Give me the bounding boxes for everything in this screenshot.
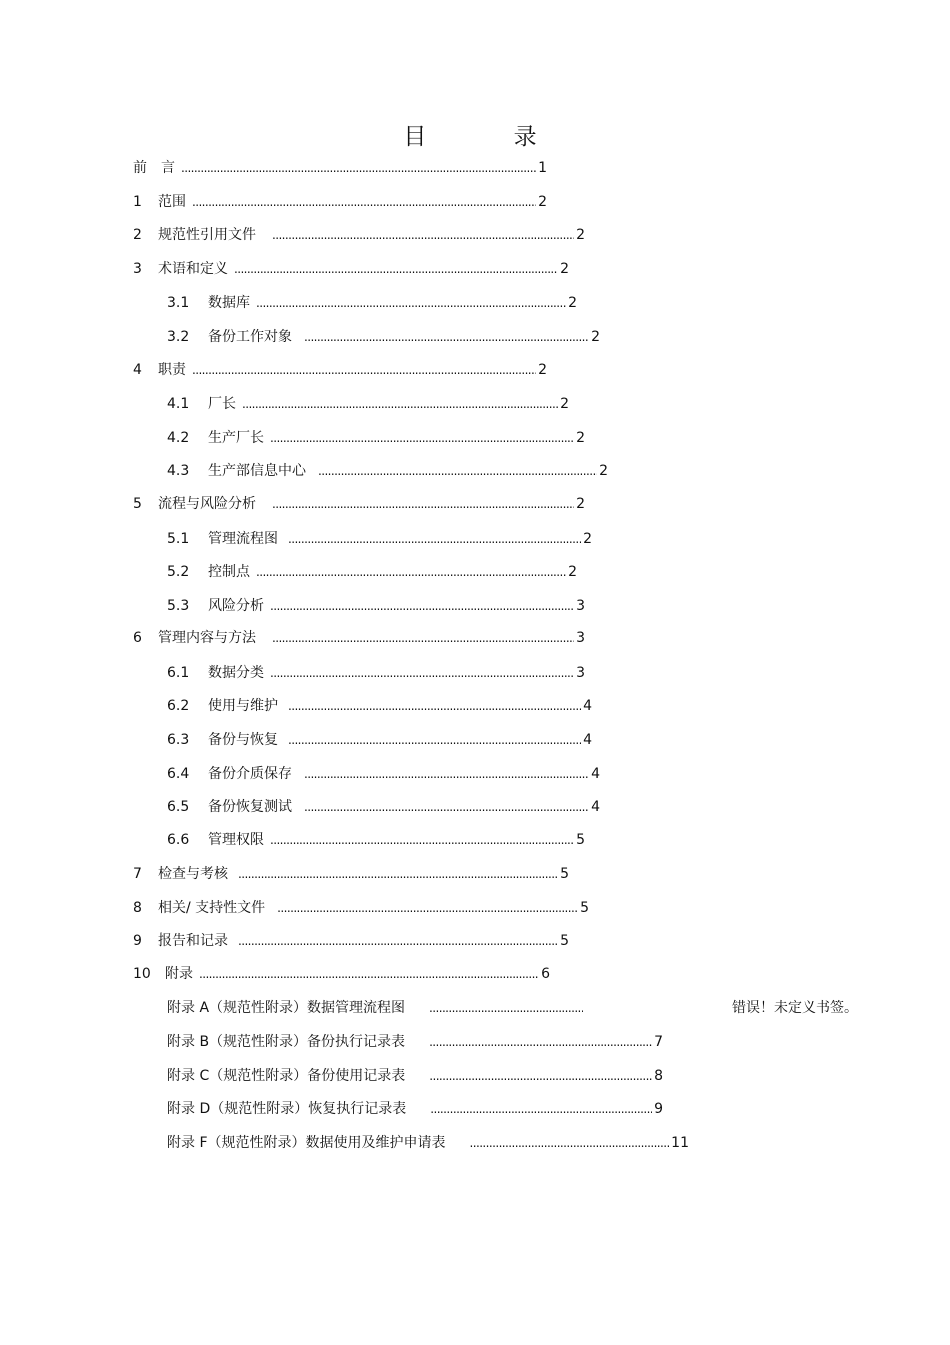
toc-entry-page: 2: [560, 261, 569, 277]
leader-dots: [429, 998, 583, 1018]
toc-entry-page: 5: [580, 900, 589, 916]
leader-dots: [288, 696, 581, 716]
leader-dots: [272, 494, 574, 514]
toc-entry-appendix-f[interactable]: [167, 1133, 689, 1153]
leader-dots: [430, 1099, 652, 1119]
toc-entry-number: 2: [133, 227, 142, 243]
leader-dots: [272, 225, 574, 245]
toc-entry-2[interactable]: [133, 225, 585, 245]
toc-entry-label: 术语和定义: [158, 261, 228, 277]
toc-entry-page: 9: [654, 1101, 663, 1117]
toc-entry-page: 4: [583, 732, 592, 748]
toc-entry-number: 9: [133, 933, 142, 949]
leader-dots: [238, 864, 558, 884]
toc-entry-3-1[interactable]: [167, 293, 577, 313]
toc-entry-page: 4: [591, 766, 600, 782]
toc-entry-page: 7: [654, 1034, 663, 1050]
toc-entry-page: 6: [541, 966, 550, 982]
toc-entry-appendix-b[interactable]: [167, 1032, 663, 1052]
toc-entry-label: 规范性引用文件: [158, 227, 256, 243]
leader-dots: [304, 327, 589, 347]
toc-entry-1[interactable]: [133, 192, 547, 212]
toc-entry-page: 2: [576, 430, 585, 446]
leader-dots: [270, 596, 574, 616]
toc-entry-number: 6: [133, 630, 142, 646]
toc-entry-preface[interactable]: [133, 158, 547, 178]
toc-entry-page: 2: [538, 194, 547, 210]
toc-entry-page: 4: [583, 698, 592, 714]
toc-entry-number: 4.1: [167, 396, 190, 412]
toc-entry-label: 风险分析: [208, 598, 264, 614]
leader-dots: [234, 259, 558, 279]
toc-entry-page: 1: [538, 160, 547, 176]
toc-entry-label: 数据库: [208, 295, 250, 311]
toc-entry-page: 2: [599, 463, 608, 479]
toc-entry-page: 2: [591, 329, 600, 345]
toc-entry-number: 1: [133, 194, 142, 210]
toc-entry-6[interactable]: [133, 628, 585, 648]
leader-dots: [304, 764, 589, 784]
toc-entry-number: 5.2: [167, 564, 190, 580]
leader-dots: [270, 830, 574, 850]
toc-entry-10[interactable]: [133, 964, 550, 984]
toc-entry-label: 管理权限: [208, 832, 264, 848]
leader-dots: [318, 461, 597, 481]
toc-entry-page: 2: [583, 531, 592, 547]
page-title: 目 录: [403, 124, 577, 150]
leader-dots: [277, 898, 578, 918]
toc-entry-label: 附录 D（规范性附录）恢复执行记录表: [167, 1101, 407, 1117]
toc-entry-label: 附录 A（规范性附录）数据管理流程图: [167, 1000, 406, 1016]
toc-entry-page: 5: [560, 866, 569, 882]
toc-entry-7[interactable]: [133, 864, 569, 884]
toc-entry-label: 检查与考核: [158, 866, 228, 882]
toc-entry-8[interactable]: [133, 898, 589, 918]
toc-entry-label: 附录 B（规范性附录）备份执行记录表: [167, 1034, 406, 1050]
toc-entry-label: 范围: [158, 194, 186, 210]
toc-entry-label: 附录: [165, 966, 193, 982]
toc-entry-number: 3.2: [167, 329, 190, 345]
toc-entry-page: 2: [576, 496, 585, 512]
toc-entry-5-2[interactable]: [167, 562, 577, 582]
leader-dots: [199, 964, 539, 984]
toc-entry-6-5[interactable]: [167, 797, 600, 817]
bookmark-error-note: 错误！未定义书签。: [732, 1000, 858, 1016]
toc-entry-number: 6.6: [167, 832, 190, 848]
toc-entry-label: 附录 F（规范性附录）数据使用及维护申请表: [167, 1135, 446, 1151]
toc-entry-number: 3.1: [167, 295, 190, 311]
toc-entry-label: 备份与恢复: [208, 732, 278, 748]
toc-entry-number: 7: [133, 866, 142, 882]
toc-entry-4-1[interactable]: [167, 394, 569, 414]
toc-entry-number: 6.1: [167, 665, 190, 681]
toc-entry-label: 厂长: [208, 396, 236, 412]
toc-entry-label: 职责: [158, 362, 186, 378]
toc-entry-page: 5: [560, 933, 569, 949]
toc-entry-label: 备份工作对象: [208, 329, 292, 345]
toc-entry-number: 4.2: [167, 430, 190, 446]
toc-entry-appendix-c[interactable]: [167, 1066, 663, 1086]
leader-dots: [272, 628, 574, 648]
toc-entry-page: 5: [576, 832, 585, 848]
toc-entry-4[interactable]: [133, 360, 547, 380]
toc-entry-page: 3: [576, 598, 585, 614]
toc-entry-page: 2: [560, 396, 569, 412]
leader-dots: [242, 394, 558, 414]
leader-dots: [470, 1133, 670, 1153]
toc-entry-number: 6.2: [167, 698, 190, 714]
toc-entry-page: 11: [671, 1135, 689, 1151]
toc-entry-label: 生产部信息中心: [208, 463, 306, 479]
toc-entry-page: 4: [591, 799, 600, 815]
leader-dots: [288, 730, 581, 750]
toc-entry-number: 6.4: [167, 766, 190, 782]
toc-entry-label: 管理流程图: [208, 531, 278, 547]
leader-dots: [192, 360, 536, 380]
toc-entry-5[interactable]: [133, 494, 585, 514]
toc-entry-6-6[interactable]: [167, 830, 585, 850]
leader-dots: [429, 1032, 652, 1052]
toc-entry-page: 2: [538, 362, 547, 378]
toc-entry-label: 生产厂长: [208, 430, 264, 446]
toc-entry-4-2[interactable]: [167, 428, 585, 448]
toc-entry-label: 附录 C（规范性附录）备份使用记录表: [167, 1068, 406, 1084]
toc-entry-number: 5: [133, 496, 142, 512]
toc-entry-number: 10: [133, 966, 151, 982]
leader-dots: [181, 158, 536, 178]
leader-dots: [304, 797, 589, 817]
toc-entry-number: 5.1: [167, 531, 190, 547]
toc-entry-page: 2: [568, 295, 577, 311]
toc-entry-page: 2: [576, 227, 585, 243]
leader-dots: [256, 562, 566, 582]
toc-entry-label: 报告和记录: [158, 933, 228, 949]
toc-entry-label: 流程与风险分析: [158, 496, 256, 512]
toc-entry-label: 前 言: [133, 160, 175, 176]
toc-entry-3-2[interactable]: [167, 327, 600, 347]
leader-dots: [429, 1066, 652, 1086]
toc-entry-6-3[interactable]: [167, 730, 592, 750]
toc-entry-number: 8: [133, 900, 142, 916]
toc-entry-label: 相关/ 支持性文件: [158, 900, 266, 916]
leader-dots: [256, 293, 566, 313]
toc-entry-6-1[interactable]: [167, 663, 585, 683]
leader-dots: [270, 663, 574, 683]
leader-dots: [270, 428, 574, 448]
toc-entry-number: 5.3: [167, 598, 190, 614]
leader-dots: [192, 192, 536, 212]
toc-entry-label: 使用与维护: [208, 698, 278, 714]
toc-entry-5-3[interactable]: [167, 596, 585, 616]
toc-entry-number: 4: [133, 362, 142, 378]
toc-entry-appendix-a[interactable]: [167, 998, 585, 1018]
toc-entry-4-3[interactable]: [167, 461, 608, 481]
toc-entry-label: 备份介质保存: [208, 766, 292, 782]
toc-entry-6-2[interactable]: [167, 696, 592, 716]
toc-entry-6-4[interactable]: [167, 764, 600, 784]
toc-entry-5-1[interactable]: [167, 529, 592, 549]
toc-entry-label: 备份恢复测试: [208, 799, 292, 815]
toc-entry-page: 8: [654, 1068, 663, 1084]
toc-entry-page: 2: [568, 564, 577, 580]
leader-dots: [238, 931, 558, 951]
toc-entry-number: 6.5: [167, 799, 190, 815]
toc-entry-label: 管理内容与方法: [158, 630, 256, 646]
toc-entry-appendix-d[interactable]: [167, 1099, 663, 1119]
toc-entry-3[interactable]: [133, 259, 569, 279]
toc-entry-page: 3: [576, 630, 585, 646]
toc-entry-label: 数据分类: [208, 665, 264, 681]
toc-entry-9[interactable]: [133, 931, 569, 951]
toc-entry-label: 控制点: [208, 564, 250, 580]
toc-entry-number: 3: [133, 261, 142, 277]
toc-entry-page: 3: [576, 665, 585, 681]
toc-entry-number: 4.3: [167, 463, 190, 479]
toc-entry-number: 6.3: [167, 732, 190, 748]
leader-dots: [288, 529, 581, 549]
